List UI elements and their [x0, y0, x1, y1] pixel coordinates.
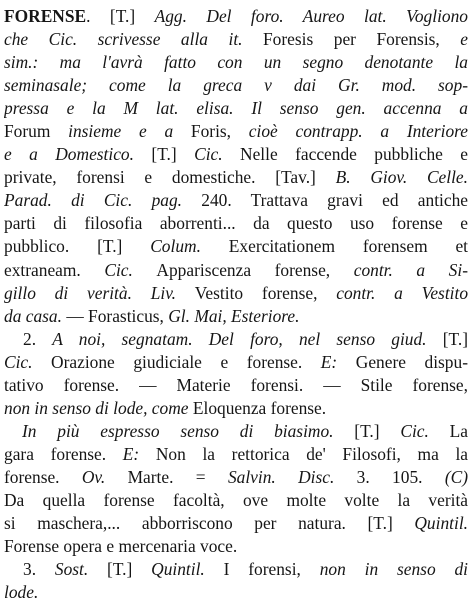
- text-segment: Cic.: [194, 144, 241, 165]
- text-segment: B. Giov. Celle.: [335, 167, 468, 188]
- text-segment: Cic.: [104, 259, 157, 280]
- text-segment: non in senso di lode, come: [4, 397, 193, 418]
- text-segment: Exercitationem forensem et: [228, 236, 468, 257]
- text-segment: Apparisсenza forense,: [156, 259, 354, 280]
- text-segment: Foris,: [190, 121, 249, 142]
- text-segment: e a Domestico.: [4, 144, 152, 165]
- text-segment: tativo forense. — Materie forensi. — Stile forense,: [4, 374, 468, 395]
- text-segment: gara forense.: [4, 443, 123, 464]
- text-segment: Forense opera e mercenaria voce.: [4, 536, 238, 557]
- text-segment: Salvin. Disc.: [227, 466, 357, 487]
- text-segment: gillo di verità. Liv.: [4, 282, 195, 303]
- text-segment: Vestito forense,: [194, 282, 337, 303]
- text-line: [4, 466, 468, 489]
- text-line: [4, 420, 468, 443]
- text-line: [4, 512, 468, 535]
- text-segment: pressa e la M lat. elisa. Il senso gen. accenna a: [4, 98, 468, 119]
- text-segment: . [T.]: [86, 6, 155, 26]
- text-segment: La: [449, 420, 468, 441]
- text-line: [4, 235, 468, 258]
- text-segment: cioè contrapp. a Interiore: [248, 121, 468, 142]
- text-line: [4, 120, 468, 143]
- text-line: [4, 259, 468, 282]
- text-segment: forense.: [4, 466, 82, 487]
- text-segment: [T.]: [151, 144, 195, 165]
- text-segment: — Forasticus,: [66, 305, 169, 326]
- text-line: [4, 282, 468, 305]
- text-segment: lode.: [4, 582, 39, 603]
- text-segment: [T.]: [354, 420, 401, 441]
- text-segment: non in senso di: [319, 559, 468, 580]
- text-segment: da casa.: [4, 305, 67, 326]
- text-segment: Cic.: [4, 351, 52, 372]
- text-segment: E:: [320, 351, 356, 372]
- text-segment: 2.: [23, 328, 53, 349]
- text-line: [4, 51, 468, 74]
- text-line: [4, 5, 468, 28]
- text-segment: pubblico. [T.]: [4, 236, 151, 257]
- headword: FORENSE: [4, 6, 87, 26]
- text-segment: sim.: ma l'avrà fatto con un segno denotante la: [4, 52, 468, 73]
- text-segment: 3.: [23, 559, 55, 580]
- text-line: [4, 143, 468, 166]
- text-segment: Forum: [4, 121, 69, 142]
- text-line: [4, 328, 468, 351]
- text-line: [4, 189, 468, 212]
- text-segment: Genere dispu-: [355, 351, 468, 372]
- text-line: [4, 305, 468, 328]
- text-segment: Gl. Mai, Esteriore.: [168, 305, 300, 326]
- text-segment: Quintil.: [414, 513, 468, 534]
- text-line: [4, 581, 468, 604]
- text-segment: seminasale; come la greca ν dai Gr. mod. sop-: [4, 75, 468, 96]
- text-segment: 3. 105.: [356, 466, 445, 487]
- text-segment: I forensi,: [223, 559, 320, 580]
- text-segment: Ov.: [81, 466, 128, 487]
- text-segment: che Cic. scrivesse alla it.: [4, 29, 264, 50]
- text-segment: Eloquenza forense.: [192, 397, 327, 418]
- text-segment: contr. a Si-: [353, 259, 468, 280]
- text-segment: [T.]: [107, 559, 152, 580]
- text-line: [4, 443, 468, 466]
- text-line: [4, 489, 468, 512]
- text-segment: Foresis per Forensis,: [263, 29, 461, 50]
- text-line: [4, 374, 468, 397]
- text-segment: Marte. =: [127, 466, 228, 487]
- text-segment: e: [460, 29, 468, 50]
- text-line: [4, 74, 468, 97]
- text-line: [4, 28, 468, 51]
- text-line: [4, 351, 468, 374]
- text-segment: contr. a Vestito: [336, 282, 468, 303]
- text-segment: A noi, segnatam. Del foro, nel senso giud.: [52, 328, 443, 349]
- text-segment: Da quella forense facoltà, ove molte volte la verità: [4, 489, 468, 510]
- text-segment: Non la rettorica de' Filosofi, ma la: [155, 443, 468, 464]
- text-segment: Parad. di Cic. pag.: [4, 190, 202, 211]
- text-segment: 240. Trattava gravi ed antiche: [201, 190, 468, 211]
- text-line: [4, 397, 468, 420]
- text-segment: Quintil.: [151, 559, 224, 580]
- text-line: [4, 166, 468, 189]
- text-segment: Colum.: [150, 236, 229, 257]
- text-segment: si maschera,... abborriscono per natura. [T.]: [4, 513, 415, 534]
- text-line: [4, 97, 468, 120]
- text-segment: private, forensi e domestiche. [Tav.]: [4, 167, 336, 188]
- text-segment: Orazione giudiciale e forense.: [51, 351, 321, 372]
- text-segment: [T.]: [442, 328, 468, 349]
- text-segment: E:: [122, 443, 156, 464]
- text-segment: Cic.: [400, 420, 450, 441]
- text-line: [4, 535, 468, 558]
- text-segment: insieme e a: [68, 121, 191, 142]
- text-segment: Sost.: [54, 559, 108, 580]
- text-segment: Agg. Del foro. Aureo lat. Vogliono: [154, 6, 468, 26]
- text-segment: In più espresso senso di biasimo.: [22, 420, 355, 441]
- text-segment: (C): [444, 466, 468, 487]
- text-segment: extraneam.: [4, 259, 105, 280]
- text-segment: parti di filosofia aborrenti... da questo uso forense e: [4, 213, 468, 234]
- text-segment: Nelle faccende pubbliche e: [240, 144, 468, 165]
- text-line: [4, 212, 468, 235]
- text-line: [4, 558, 468, 581]
